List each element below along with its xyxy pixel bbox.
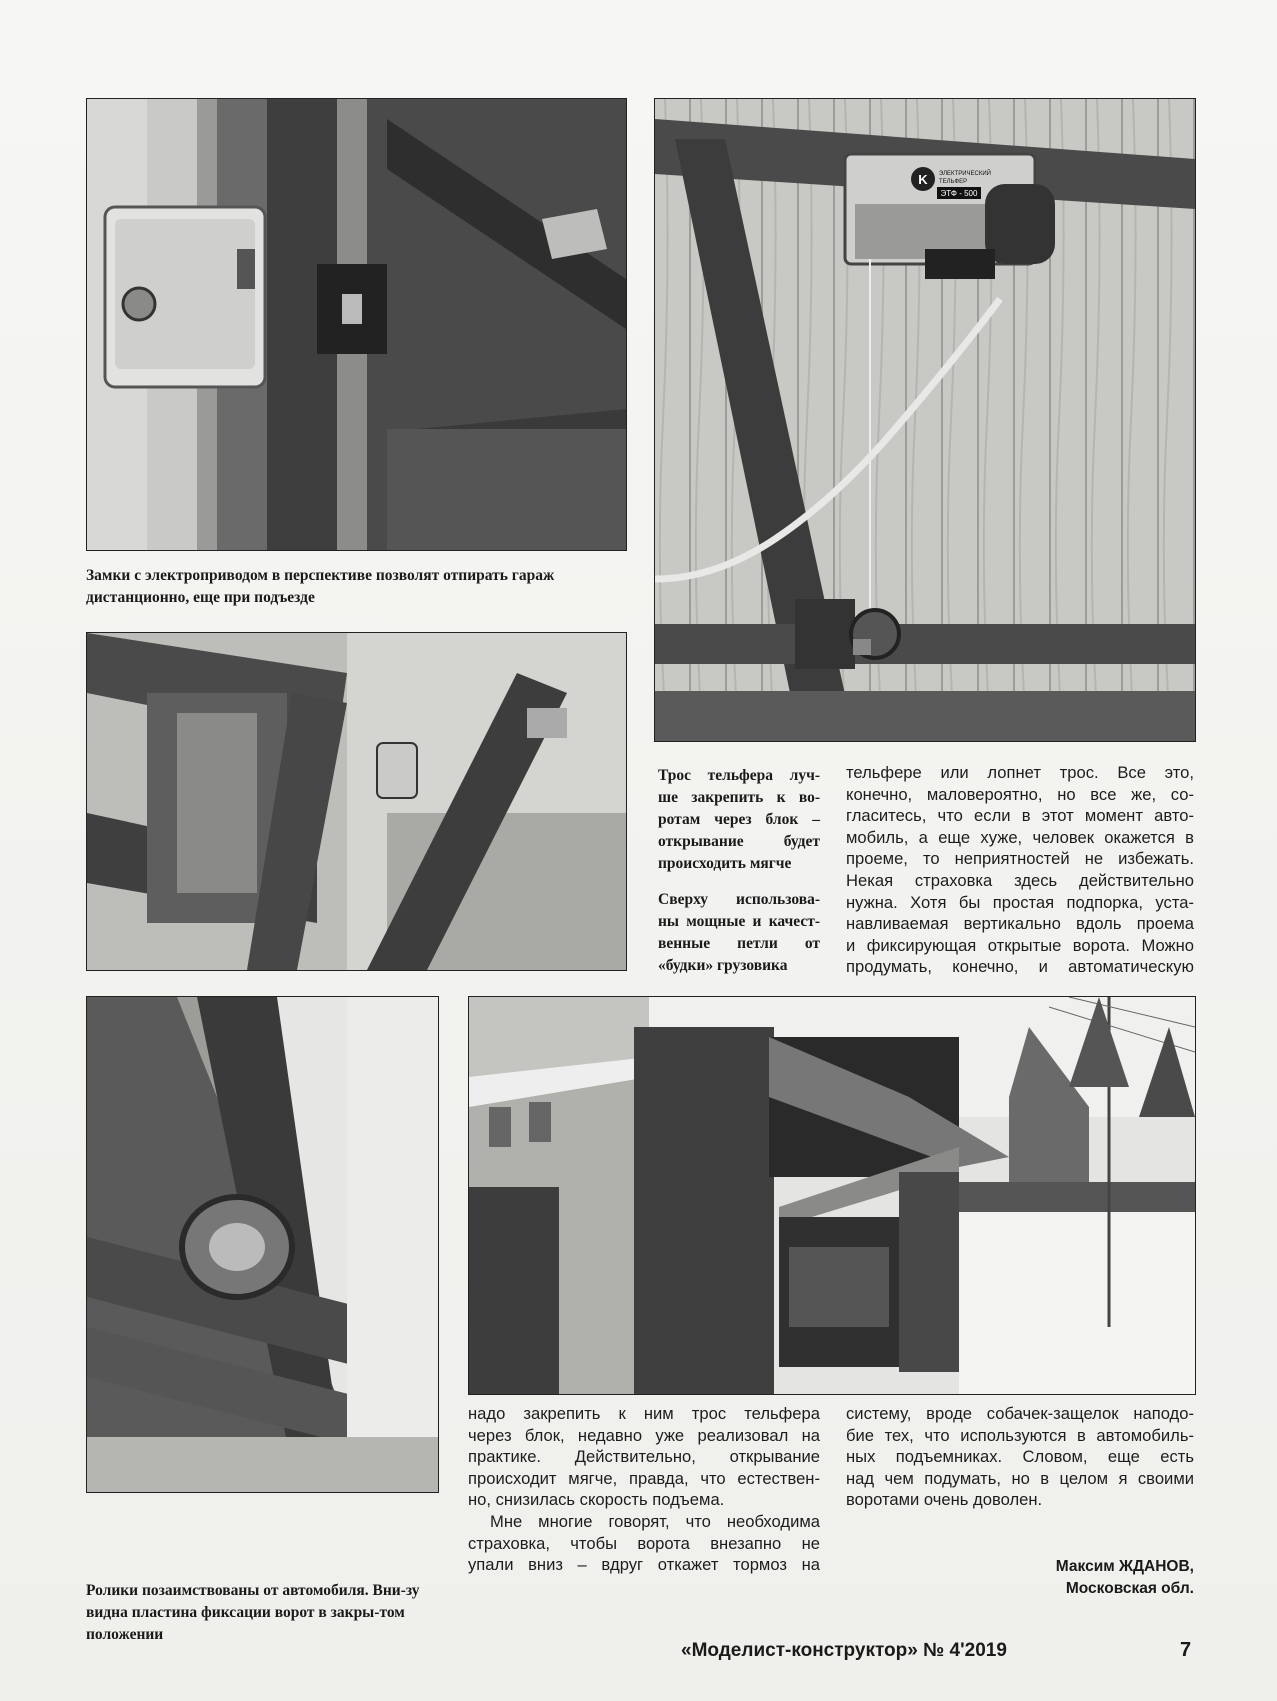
text-line: мобиль, а еще хуже, человек окажется в — [846, 827, 1194, 847]
caption-electric-lock: Замки с электроприводом в перспективе позволят отпирать гараж дистанционно, еще при подъезде — [86, 567, 555, 606]
photo-truck-hinges — [86, 632, 627, 971]
text-line: надо закрепить к ним трос тельфера — [468, 1404, 820, 1423]
text-line: Некая страховка здесь действительно — [846, 870, 1194, 890]
text-line: но, снизилась скорость подъема. — [468, 1490, 725, 1510]
author-name: Максим ЖДАНОВ, — [1055, 1558, 1194, 1575]
caption-hoist-line: Трос тельфера луч- — [658, 767, 820, 784]
photo-electric-lock — [86, 98, 627, 551]
text-line: и фиксирующая открытые ворота. Можно — [846, 935, 1194, 955]
caption-hinges-line: «будки» грузовика — [658, 957, 788, 974]
text-line: тельфере или лопнет трос. Все это, — [846, 763, 1194, 782]
article-text-lower-right — [846, 1403, 1194, 1511]
caption-hoist-line: ше закрепить к во- — [658, 789, 820, 806]
text-line: происходит мягче, правда, что естествен- — [468, 1468, 820, 1488]
caption-hinges-line: венные петли от — [658, 935, 820, 952]
photo-rollers — [86, 996, 439, 1493]
author-signature — [846, 1556, 1194, 1600]
text-line: упали вниз – вдруг откажет тормоз на — [468, 1555, 820, 1575]
photo-electric-hoist — [654, 98, 1196, 742]
text-line: над чем подумать, но в целом я своими — [846, 1468, 1194, 1488]
caption-hinges-line: ны мощные и качест- — [658, 913, 820, 930]
text-line: конечно, маловероятно, но все же, со- — [846, 784, 1194, 804]
text-line: Мне многие говорят, что необходима — [490, 1511, 820, 1531]
text-line: страховка, чтобы ворота внезапно не — [468, 1533, 820, 1553]
caption-hinges-line: Сверху использова- — [658, 891, 820, 908]
hoist-plate-line1: ЭЛЕКТРИЧЕСКИЙ — [939, 171, 991, 177]
hoist-illustration — [655, 99, 1195, 741]
caption-hoist-line: происходить мягче — [658, 855, 792, 872]
caption-hoist-line: открывание будет — [658, 833, 820, 850]
photo-garage-exterior — [468, 996, 1196, 1395]
lock-illustration — [87, 99, 626, 550]
text-line: систему, вроде собачек-защелок наподо- — [846, 1404, 1194, 1423]
hoist-model: ЭТФ - 500 — [940, 189, 978, 198]
text-line: воротами очень доволен. — [846, 1490, 1043, 1510]
article-text-upper — [846, 762, 1194, 978]
hoist-plate-line2: ТЕЛЬФЕР — [939, 179, 968, 185]
footer-magazine-title: «Моделист-конструктор» № 4'2019 — [681, 1640, 1007, 1661]
text-line: бие тех, что используются в автомобиль- — [846, 1425, 1194, 1445]
hinges-illustration — [87, 633, 626, 970]
text-line: гласитесь, что если в этот момент авто- — [846, 806, 1194, 826]
hoist-logo: K — [918, 172, 928, 187]
text-line: ных подъемниках. Словом, еще есть — [846, 1447, 1194, 1467]
page-number: 7 — [1180, 1639, 1192, 1661]
text-line: нужна. Хотя бы простая подпорка, уста- — [846, 892, 1194, 912]
rollers-illustration — [87, 997, 438, 1492]
text-line: проеме, то неприятностей не избежать. — [846, 849, 1194, 869]
article-text-lower-left — [468, 1403, 820, 1576]
caption-rollers: Ролики позаимствованы от автомобиля. Вни-зу видна пластина фиксации ворот в закры-том положении — [86, 1582, 420, 1643]
author-region: Московская обл. — [1065, 1580, 1194, 1597]
garage-illustration — [469, 997, 1195, 1394]
text-line: через блок, недавно уже реализовал на — [468, 1425, 820, 1445]
caption-hoist-line: ротам через блок – — [658, 811, 820, 828]
text-line: продумать, конечно, и автоматическую — [846, 957, 1194, 977]
text-line: навливаемая вертикально вдоль проема — [846, 914, 1194, 934]
text-line: практике. Действительно, открывание — [468, 1447, 820, 1467]
